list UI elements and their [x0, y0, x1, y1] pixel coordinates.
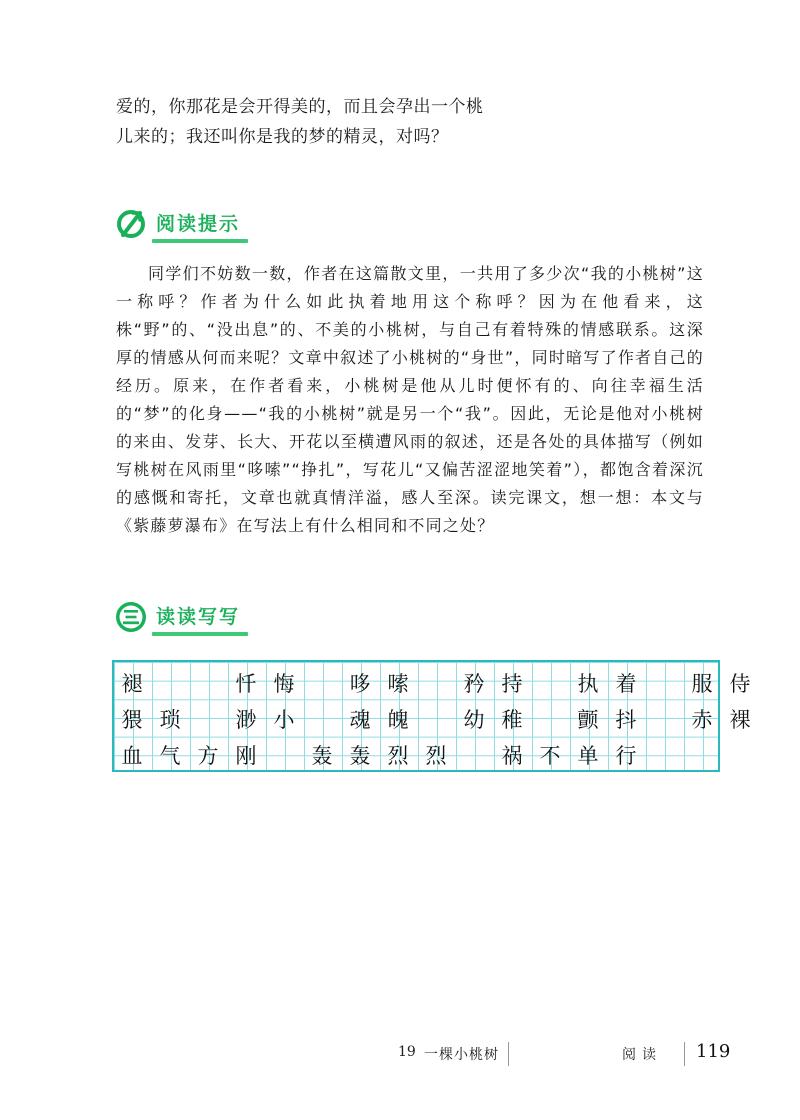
reading-tip-body — [116, 260, 704, 540]
vocabulary-row — [114, 738, 718, 774]
vocab-character: 刚 — [235, 744, 257, 768]
vocab-character: 烈 — [387, 744, 409, 768]
lesson-title: 一棵小桃树 — [424, 1047, 499, 1063]
vocab-character: 方 — [197, 744, 219, 768]
vocabulary-grid — [112, 660, 751, 772]
page-number: 119 — [696, 1041, 731, 1062]
read-write-underline — [152, 632, 248, 636]
vocab-character: 幼 — [463, 708, 485, 732]
vocab-character: 忏 — [235, 672, 257, 696]
vocab-character: 行 — [615, 744, 637, 768]
poem-excerpt — [116, 92, 676, 152]
vocab-character: 服 — [691, 672, 713, 696]
vocab-character: 渺 — [235, 708, 257, 732]
reading-tip-title: 阅读提示 — [156, 213, 241, 235]
vocab-character: 轰 — [349, 744, 371, 768]
footer-divider — [684, 1042, 685, 1066]
vocab-character: 单 — [577, 744, 599, 768]
reading-tip-underline — [152, 239, 248, 243]
vocab-character: 轰 — [311, 744, 333, 768]
vocab-character: 褪 — [121, 672, 143, 696]
vocab-character: 琐 — [159, 708, 181, 732]
vocab-character: 颤 — [577, 708, 599, 732]
vocab-character: 血 — [121, 744, 143, 768]
vocab-character: 烈 — [425, 744, 447, 768]
section-name: 阅读 — [622, 1047, 662, 1063]
vocab-character: 矜 — [463, 672, 485, 696]
reading-tip-icon — [114, 207, 148, 241]
vocab-character: 持 — [501, 672, 523, 696]
poem-line: 爱的，你那花是会开得美的，而且会孕出一个桃 — [116, 97, 484, 117]
vocab-character: 气 — [159, 744, 181, 768]
vocab-character: 魄 — [387, 708, 409, 732]
reading-tip-paragraph: 同学们不妨数一数，作者在这篇散文里，一共用了多少次“我的小桃树”这一称呼？作者为什么如此执着地用这个称呼？因为在他看来，这株“野”的、“没出息”的、不美的小桃树，与自己有着特殊的情感联系。这深厚的情感从何而来呢？文章中叙述了小桃树的“身世”，同时暗写了作者自己的经历。原来，在作者看来，小桃树是他从儿时便怀有的、向往幸福生活的“梦”的化身——“我的小桃树”就是另一个“我”。因此，无论是他对小桃树的来由、发芽、长大、开花以至横遭风雨的叙述，还是各处的具体描写（例如写桃树在风雨里“哆嗦”“挣扎”，写花儿“又偏苦涩涩地笑着”），都饱含着深沉的感慨和寄托，文章也就真情洋溢，感人至深。读完课文，想一想：本文与《紫藤萝瀑布》在写法上有什么相同和不同之处？ — [116, 264, 704, 535]
page-footer — [0, 1040, 800, 1070]
vocab-character: 悔 — [273, 672, 295, 696]
vocab-character: 侍 — [729, 672, 751, 696]
vocab-character: 嗦 — [387, 672, 409, 696]
poem-line: 儿来的；我还叫你是我的梦的精灵，对吗？ — [116, 127, 449, 147]
vocab-character: 赤 — [691, 708, 713, 732]
vocab-character: 着 — [615, 672, 637, 696]
vocab-character: 不 — [539, 744, 561, 768]
vocab-character: 小 — [273, 708, 295, 732]
vocab-character: 执 — [577, 672, 599, 696]
vocab-character: 稚 — [501, 708, 523, 732]
footer-divider — [508, 1042, 509, 1066]
vocabulary-row — [114, 702, 751, 738]
reading-tip-header — [114, 205, 274, 245]
section-number-icon — [114, 600, 148, 634]
vocab-character: 抖 — [615, 708, 637, 732]
vocabulary-row — [114, 666, 751, 702]
vocab-character: 祸 — [501, 744, 523, 768]
vocab-character: 裸 — [729, 708, 751, 732]
read-write-title: 读读写写 — [156, 606, 241, 628]
vocab-character: 哆 — [349, 672, 371, 696]
vocab-character: 猥 — [121, 708, 143, 732]
read-write-header — [114, 598, 274, 638]
lesson-number: 19 — [398, 1044, 416, 1060]
vocab-character: 魂 — [349, 708, 371, 732]
